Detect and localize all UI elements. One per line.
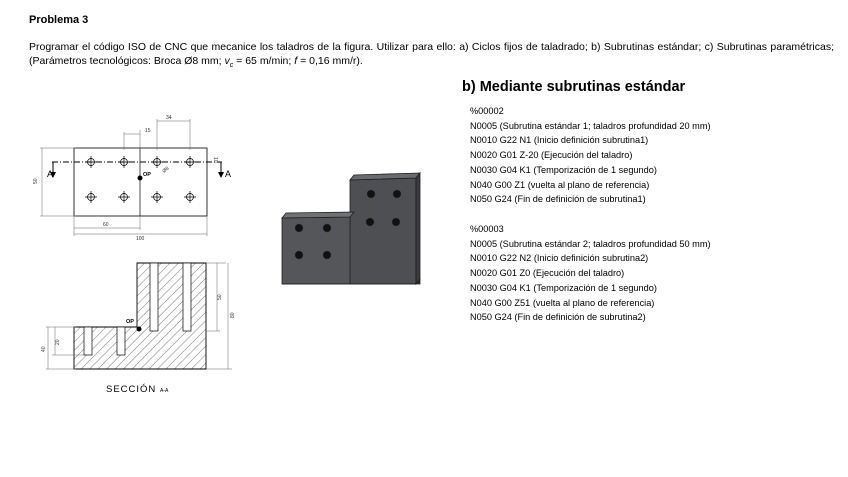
code-line: N040 G00 Z1 (vuelta al plano de referencia): [470, 179, 650, 190]
problem-title: Problema 3: [29, 14, 89, 26]
top-view: [33, 115, 231, 242]
dim-diameter: Ø8: [161, 165, 171, 175]
dim-20: 20: [55, 339, 61, 345]
code-line: N050 G24 (Fin de definición de subrutina2): [470, 312, 646, 323]
dim-15: 15: [145, 128, 151, 134]
code-line: N0010 G22 N1 (Inicio definición subrutina1): [470, 135, 649, 146]
dim-50-side: 50: [33, 178, 39, 184]
dim-50-section: 50: [217, 294, 223, 300]
dim-34: 34: [166, 115, 172, 121]
code-line: N0030 G04 K1 (Temporización de 1 segundo): [470, 164, 657, 175]
code-line: N050 G24 (Fin de definición de subrutina1): [470, 194, 646, 205]
section-sublabel: A-A: [160, 388, 169, 394]
op-label-section: OP: [126, 319, 134, 325]
op-label-top: OP: [143, 172, 151, 178]
dim-60: 60: [103, 222, 109, 228]
program-header: %00003: [470, 224, 504, 234]
code-line: N040 G00 Z51 (vuelta al plano de referencia): [470, 297, 655, 308]
section-title: b) Mediante subrutinas estándar: [462, 79, 686, 95]
program-header: %00002: [470, 106, 504, 116]
cut-label-right: A: [225, 169, 232, 179]
code-line: N0005 (Subrutina estándar 1; taladros profundidad 20 mm): [470, 120, 711, 131]
feed-value: = 0,16 mm/r).: [297, 55, 363, 67]
code-line: N0020 G01 Z0 (Ejecución del taladro): [470, 268, 625, 279]
feed-symbol: f: [294, 55, 298, 67]
code-line: N0005 (Subrutina estándar 2; taladros profundidad 50 mm): [470, 238, 711, 249]
dim-10: 10: [212, 157, 218, 163]
section-view: [41, 263, 236, 395]
code-line: N0010 G22 N2 (Inicio definición subrutina2): [470, 253, 649, 264]
code-line: N0020 G01 Z-20 (Ejecución del taladro): [470, 150, 633, 161]
dim-80: 80: [230, 312, 236, 318]
vc-value: = 65 m/min;: [233, 55, 295, 67]
dim-40: 40: [41, 346, 47, 352]
section-label: SECCIÓN: [106, 384, 157, 395]
solid-3d-view: [282, 173, 420, 284]
vc-subscript: c: [229, 62, 234, 70]
statement-text: Programar el código ISO de CNC que mecanice los taladros de la figura. Utilizar para ello: a) Ciclos fijos de taladrado; b) Subrutinas estándar; c) Subrutinas paramétricas; (Parámetros tecnológicos: Broca Ø8 mm;: [29, 41, 834, 67]
cut-label-left: A: [47, 169, 54, 179]
vc-symbol: v: [224, 55, 230, 67]
code-line: N0030 G04 K1 (Temporización de 1 segundo): [470, 282, 657, 293]
dim-100: 100: [136, 236, 145, 242]
